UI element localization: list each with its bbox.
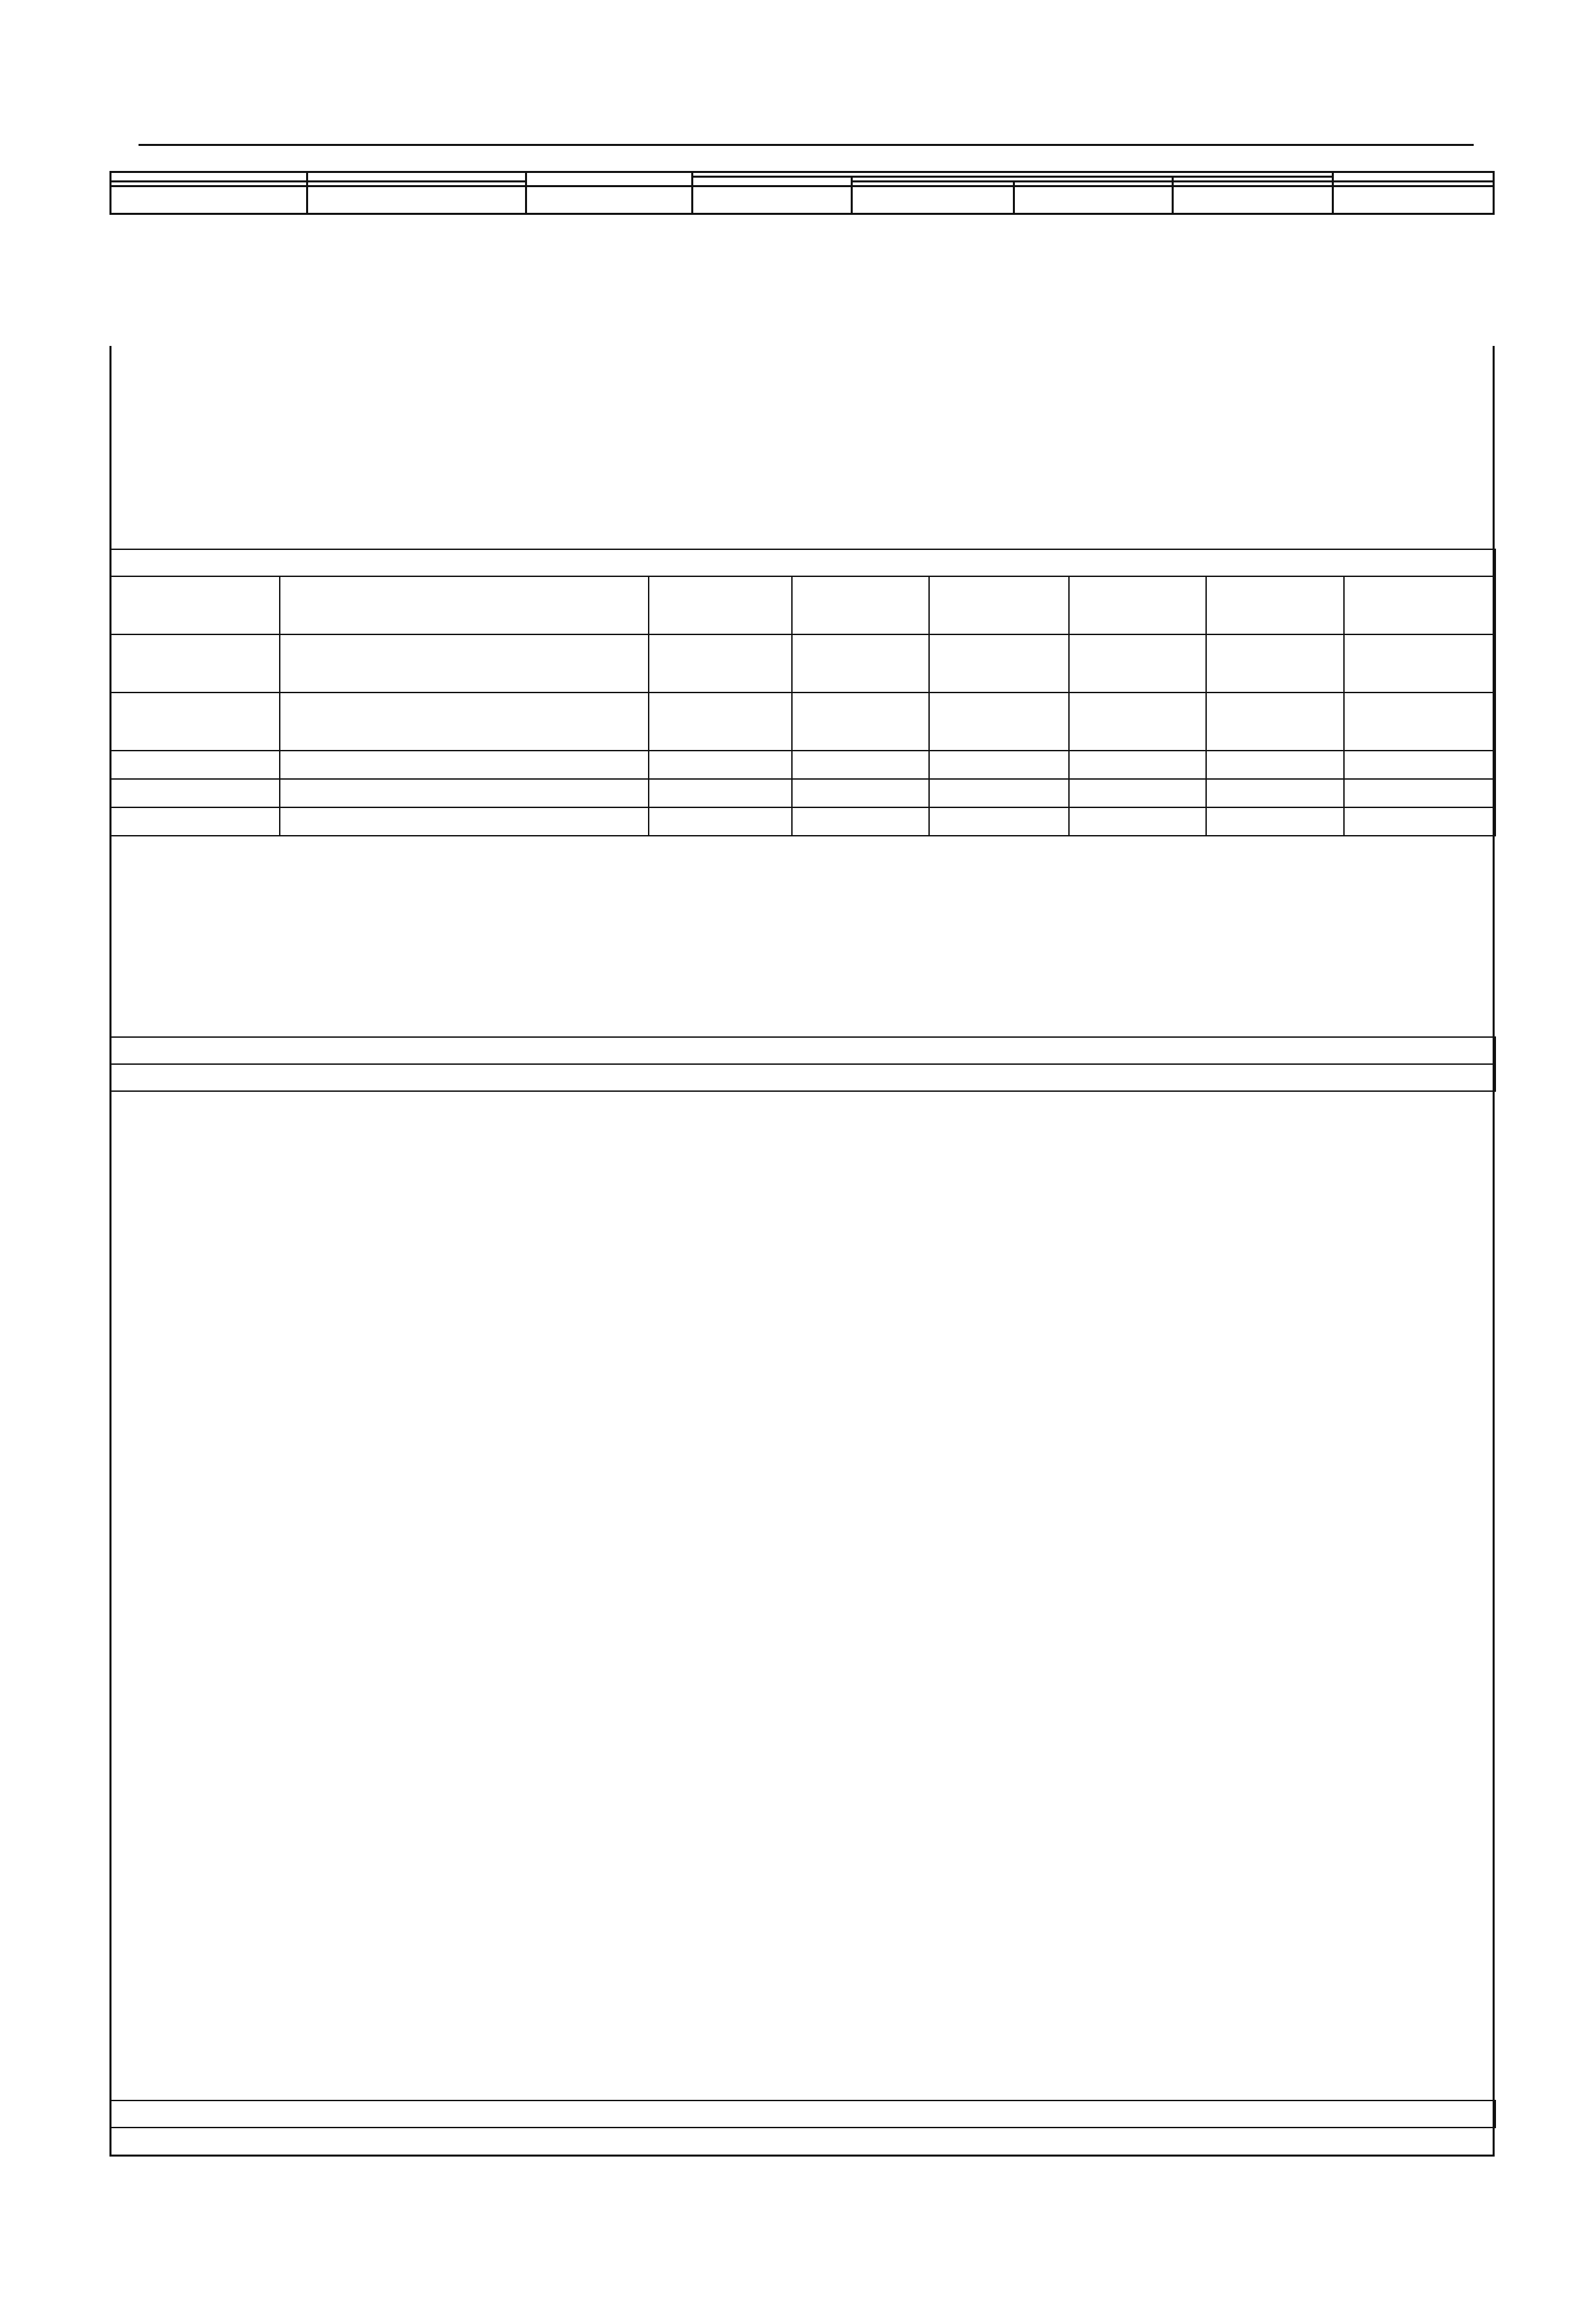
col-number — [851, 186, 1014, 214]
col3-header — [526, 172, 693, 186]
labor-pay-cell — [792, 807, 929, 836]
rate-code — [110, 634, 280, 693]
work-name — [280, 751, 649, 779]
table-11-02-032 — [109, 549, 1496, 836]
column-header-table — [109, 171, 1495, 215]
materials-cost-cell — [1206, 807, 1344, 836]
work-name — [280, 807, 649, 836]
operator-pay-cell — [1069, 576, 1206, 634]
col1-top-header — [111, 172, 307, 182]
operator-pay-cell — [1069, 634, 1206, 693]
materials-cost-cell — [1206, 751, 1344, 779]
work-name — [280, 634, 649, 693]
machines-total-cell — [929, 751, 1069, 779]
table-row — [110, 751, 1495, 779]
col-number — [307, 186, 526, 214]
col5-header — [851, 182, 1014, 186]
operator-pay-cell — [1069, 779, 1206, 807]
rate-code — [110, 779, 280, 807]
machines-total-cell — [929, 779, 1069, 807]
col6-header — [1014, 182, 1173, 186]
rate-code — [110, 576, 280, 634]
group-heading — [110, 2101, 1495, 2128]
table-11-03-001 — [109, 2100, 1496, 2128]
direct-cost-cell — [649, 693, 792, 751]
machines-header — [851, 177, 1173, 182]
in-total-header — [693, 172, 1333, 177]
col2-top-header — [307, 172, 526, 182]
labor-pay-cell — [792, 779, 929, 807]
materials-cost-cell — [1206, 576, 1344, 634]
labor-pay-cell — [792, 751, 929, 779]
labor-pay-cell — [792, 576, 929, 634]
col8-bottom-header — [1333, 182, 1494, 186]
labor-hours-cell — [1344, 751, 1495, 779]
col-number — [111, 186, 307, 214]
operator-pay-cell — [1069, 693, 1206, 751]
work-name — [280, 779, 649, 807]
labor-hours-cell — [1344, 634, 1495, 693]
direct-cost-cell — [649, 779, 792, 807]
rate-code — [110, 807, 280, 836]
group-heading — [110, 1037, 1495, 1064]
operator-pay-cell — [1069, 807, 1206, 836]
labor-hours-cell — [1344, 576, 1495, 634]
col-number — [1173, 186, 1333, 214]
col8-top-header — [1333, 172, 1494, 182]
col-number — [526, 186, 693, 214]
work-name — [280, 693, 649, 751]
running-header — [139, 111, 1476, 143]
machines-total-cell — [929, 693, 1069, 751]
labor-pay-cell — [792, 634, 929, 693]
machines-total-cell — [929, 576, 1069, 634]
col4-header — [693, 177, 852, 186]
materials-cost-cell — [1206, 634, 1344, 693]
machines-total-cell — [929, 807, 1069, 836]
table-row — [110, 693, 1495, 751]
col2-bottom-header — [307, 182, 526, 186]
rate-code — [110, 751, 280, 779]
col-number — [693, 186, 852, 214]
table-row — [110, 779, 1495, 807]
rate-code — [110, 693, 280, 751]
table-row — [110, 807, 1495, 836]
labor-hours-cell — [1344, 693, 1495, 751]
col7-header — [1173, 182, 1333, 186]
table-11-02-042 — [109, 1036, 1496, 1092]
direct-cost-cell — [649, 576, 792, 634]
machines-total-cell — [929, 634, 1069, 693]
header-rule — [139, 144, 1474, 146]
col1-bottom-header — [111, 182, 307, 186]
group-heading — [110, 549, 1495, 576]
col-number — [1014, 186, 1173, 214]
direct-cost-cell — [649, 751, 792, 779]
labor-hours-cell — [1344, 807, 1495, 836]
materials-header — [1173, 177, 1333, 182]
direct-cost-cell — [649, 634, 792, 693]
work-name — [280, 576, 649, 634]
direct-cost-cell — [649, 807, 792, 836]
operator-pay-cell — [1069, 751, 1206, 779]
group-heading — [110, 1064, 1495, 1091]
table-row — [110, 576, 1495, 634]
table-row — [110, 634, 1495, 693]
col-number — [1333, 186, 1494, 214]
materials-cost-cell — [1206, 693, 1344, 751]
labor-pay-cell — [792, 693, 929, 751]
materials-cost-cell — [1206, 779, 1344, 807]
labor-hours-cell — [1344, 779, 1495, 807]
